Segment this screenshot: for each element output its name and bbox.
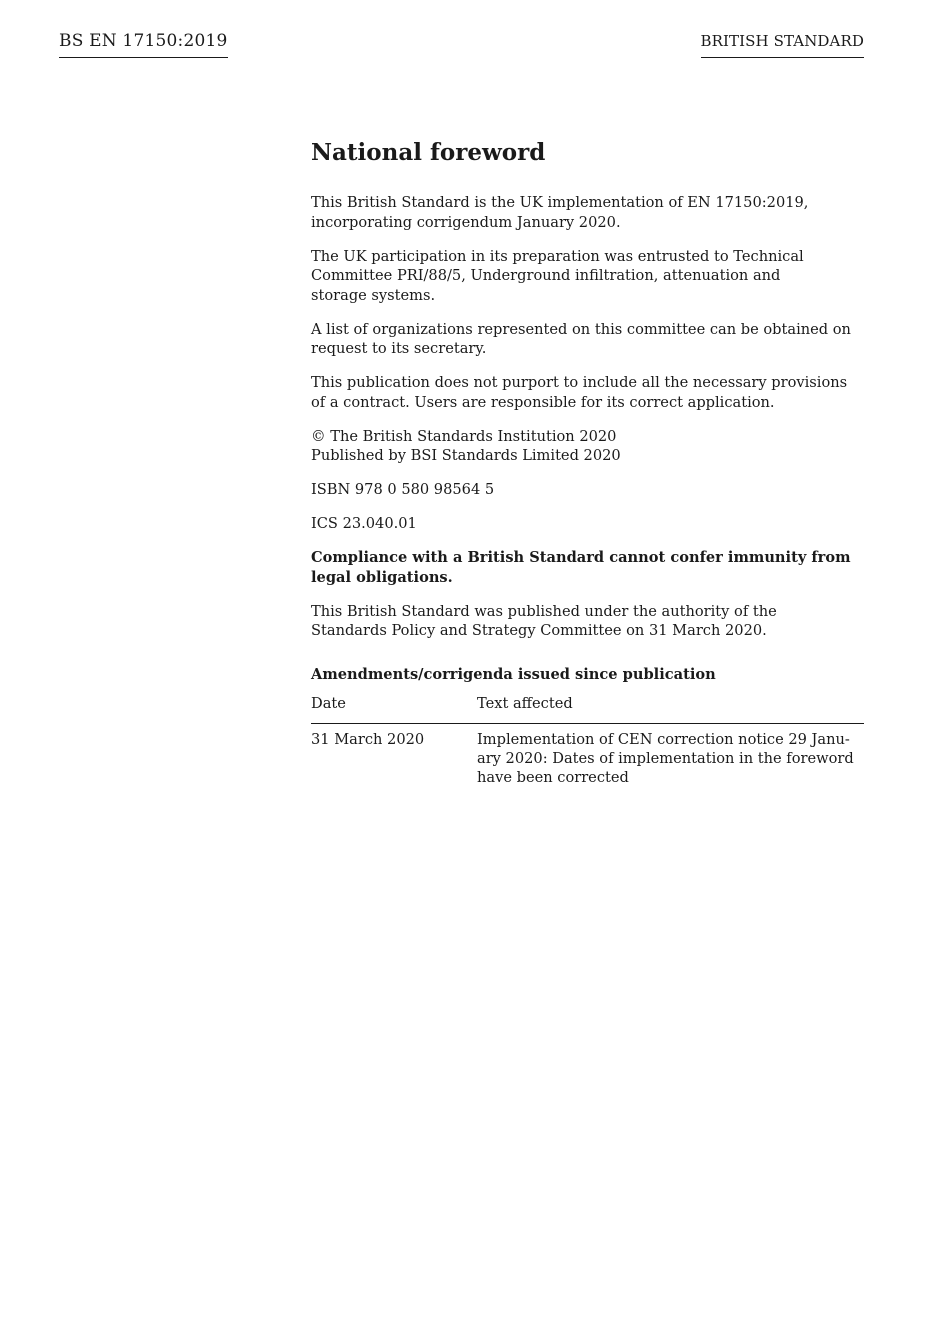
- text-line: Published by BSI Standards Limited 2020: [311, 447, 621, 464]
- text-line: incorporating corrigendum January 2020.: [311, 213, 621, 231]
- text-line: This publication does not purport to include all the necessary provisions: [311, 374, 848, 391]
- amendments-table: [311, 691, 864, 787]
- authority-paragraph: [311, 602, 864, 641]
- page-title: National foreword: [311, 139, 546, 166]
- text-line: This British Standard was published under the authority of the: [311, 602, 777, 620]
- document-id: BS EN 17150:2019: [59, 30, 228, 58]
- text-line: request to its secretary.: [311, 340, 487, 357]
- column-header-text-affected: Text affected: [477, 691, 864, 724]
- text-line: ISBN 978 0 580 98564 5: [311, 481, 495, 498]
- text-line: storage systems.: [311, 286, 436, 304]
- ics-paragraph: [311, 514, 864, 534]
- text-line: Compliance with a British Standard cannot confer immunity from: [311, 549, 851, 566]
- column-header-date: Date: [311, 691, 477, 724]
- implementation-paragraph: [311, 193, 864, 232]
- text-line: This British Standard is the UK implementation of EN 17150:2019,: [311, 194, 809, 211]
- amendment-text: [477, 724, 864, 788]
- text-line: legal obligations.: [311, 568, 453, 586]
- text-line: ary 2020: Dates of implementation in the foreword: [477, 750, 854, 767]
- table-header-row: [311, 691, 864, 724]
- text-line: have been corrected: [477, 769, 629, 786]
- provisions-paragraph: [311, 373, 864, 412]
- text-line: © The British Standards Institution 2020: [311, 427, 617, 445]
- amendment-date: 31 March 2020: [311, 731, 425, 748]
- text-line: The UK participation in its preparation was entrusted to Technical: [311, 247, 804, 265]
- national-foreword-section: [311, 138, 864, 787]
- compliance-statement: [311, 548, 864, 587]
- text-line: Implementation of CEN correction notice 29 Janu-: [477, 731, 850, 748]
- text-line: Standards Policy and Strategy Committee on 31 March 2020.: [311, 622, 767, 639]
- committee-paragraph: [311, 247, 864, 306]
- text-line: of a contract. Users are responsible for its correct application.: [311, 393, 775, 411]
- text-line: ICS 23.040.01: [311, 515, 417, 532]
- standard-type: BRITISH STANDARD: [701, 31, 865, 58]
- text-line: Committee PRI/88/5, Underground infiltration, attenuation and: [311, 267, 781, 284]
- amendments-heading: Amendments/corrigenda issued since publication: [311, 665, 716, 683]
- organizations-paragraph: [311, 320, 864, 359]
- isbn-paragraph: [311, 480, 864, 500]
- text-line: A list of organizations represented on this committee can be obtained on: [311, 320, 851, 338]
- copyright-paragraph: [311, 427, 864, 466]
- table-row: [311, 724, 864, 788]
